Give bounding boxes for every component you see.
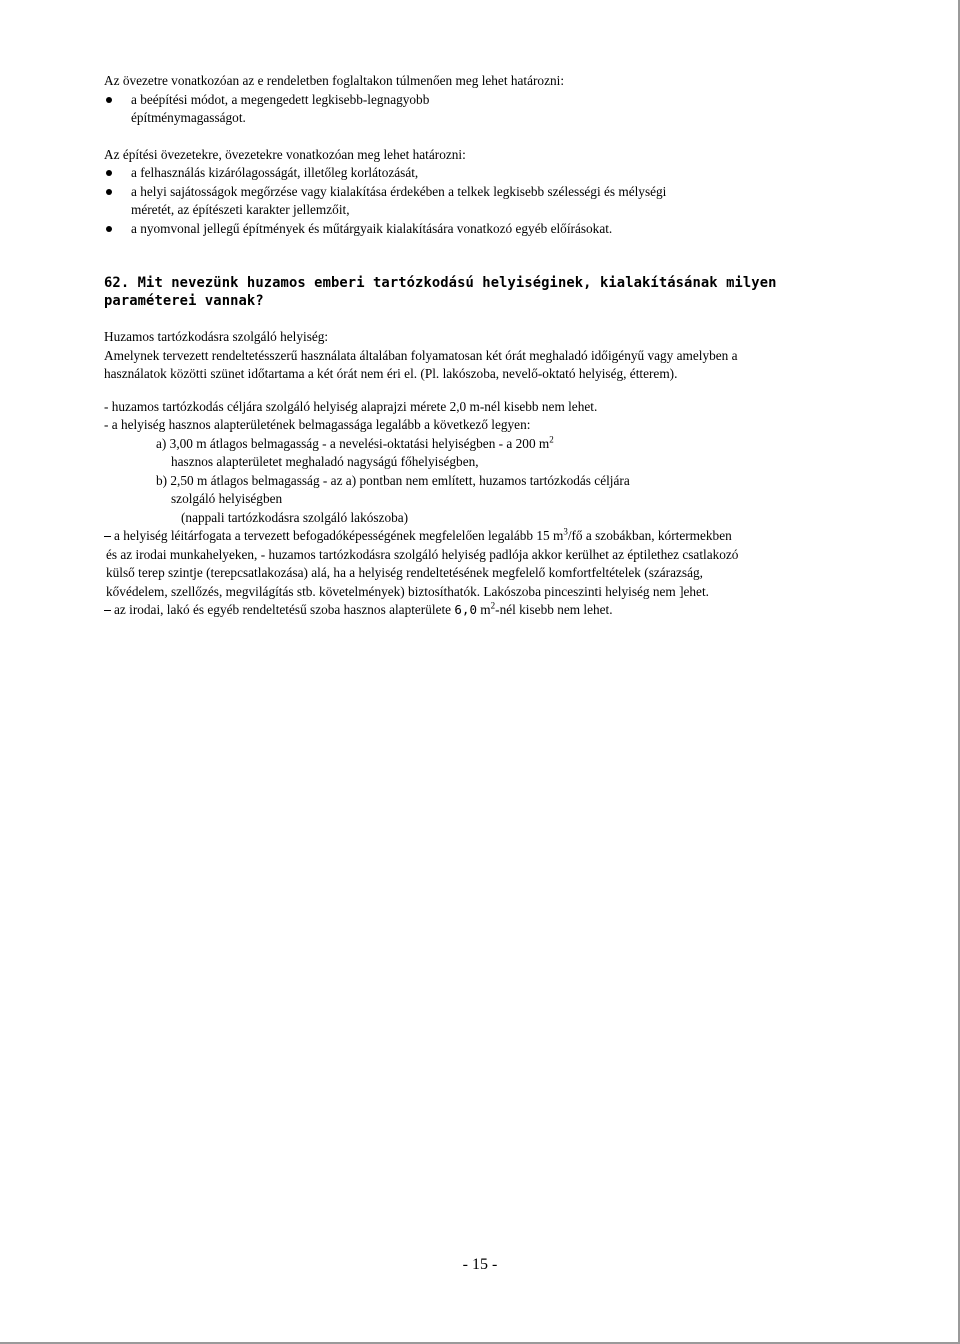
page-number: - 15 - bbox=[462, 1256, 498, 1273]
air-text-a: a helyiség léitárfogata a tervezett befogadóképességének megfelelően legalább 15 m bbox=[114, 528, 564, 543]
office-text-a: az irodai, lakó és egyéb rendeltetésű szoba hasznos alapterülete bbox=[114, 602, 455, 617]
spacer bbox=[104, 384, 864, 398]
air-paragraph-line-1 bbox=[104, 527, 864, 546]
list-item-text: a beépítési módot, a megengedett legkisebb-legnagyobb bbox=[131, 91, 430, 107]
list-item bbox=[104, 91, 864, 128]
spacer bbox=[104, 310, 864, 328]
question-heading bbox=[104, 274, 864, 310]
air-paragraph-line-3: külső terep szintje (terepcsatlakozása) alá, ha a helyiség rendeltetésének megfelelő komfortfeltételek (szárazság, bbox=[106, 565, 703, 580]
section1-bullet-list bbox=[104, 91, 864, 128]
list-item-text: a nyomvonal jellegű építmények és műtárgyaik kialakítására vonatkozó egyéb előírásokat. bbox=[131, 220, 613, 236]
spacer bbox=[104, 128, 864, 146]
rule-item-a bbox=[104, 435, 864, 454]
rule-item-b-text: 2,50 m átlagos belmagasság - az a) pontban nem említett, huzamos tartózkodás céljára bbox=[170, 472, 630, 488]
office-text-c: -nél kisebb nem lehet. bbox=[495, 602, 613, 617]
list-item bbox=[104, 164, 864, 183]
air-text-b: /fő a szobákban, kórtermekben bbox=[567, 528, 732, 543]
office-paragraph bbox=[104, 601, 864, 620]
page-content bbox=[104, 72, 864, 620]
dash-mark bbox=[104, 610, 111, 611]
rule-line-1: - huzamos tartózkodás céljára szolgáló helyiség alaprajzi mérete 2,0 m-nél kisebb nem lehet. bbox=[104, 398, 598, 414]
rule-item-b-cont-2: (nappali tartózkodásra szolgáló lakószoba) bbox=[181, 509, 409, 525]
rule-item-a-cont: hasznos alapterületet meghaladó nagyságú főhelyiségben, bbox=[171, 454, 479, 469]
section1-intro: Az övezetre vonatkozóan az e rendeletben foglaltakon túlmenően meg lehet határozni: bbox=[104, 73, 565, 88]
spacer bbox=[104, 238, 864, 274]
rule-item-b bbox=[104, 472, 864, 491]
list-item bbox=[104, 220, 864, 239]
definition-line-2: használatok közötti szünet időtartama a két órát nem éri el. (Pl. lakószoba, nevelő-oktató helyiség, étterem). bbox=[104, 366, 678, 381]
list-item bbox=[104, 183, 864, 220]
office-text-b: m bbox=[476, 602, 491, 617]
superscript: 2 bbox=[490, 600, 496, 611]
list-item-text-cont: méretét, az építészeti karakter jellemzőit, bbox=[131, 202, 350, 217]
definition-line-1: Amelynek tervezett rendeltetésszerű használata általában folyamatosan két órát meghaladó időigényű vagy amelyben a bbox=[104, 347, 738, 363]
air-paragraph-line-2: és az irodai munkahelyeken, - huzamos tartózkodásra szolgáló helyiség padlója akkor kerülhet az éptilethez csatlakozó bbox=[106, 546, 739, 562]
rule-item-a-label: a) bbox=[156, 435, 167, 451]
question-line-1: 62. Mit nevezünk huzamos emberi tartózkodású helyiséginek, kialakításának milyen bbox=[104, 275, 777, 291]
rule-item-b-label: b) bbox=[156, 472, 168, 488]
list-item-text: a felhasználás kizárólagosságát, illetőleg korlátozását, bbox=[131, 165, 419, 180]
rule-item-a-text: 3,00 m átlagos belmagasság - a nevelési-oktatási helyiségben - a 200 m bbox=[169, 435, 550, 451]
superscript: 2 bbox=[549, 434, 554, 445]
dash-mark bbox=[104, 536, 111, 537]
definition-title: Huzamos tartózkodásra szolgáló helyiség: bbox=[104, 329, 329, 344]
superscript: 3 bbox=[563, 526, 568, 537]
rule-line-2: - a helyiség hasznos alapterületének belmagassága legalább a következő legyen: bbox=[104, 417, 531, 432]
list-item-text-cont: építménymagasságot. bbox=[131, 110, 246, 125]
section2-intro: Az építési övezetekre, övezetekre vonatkozóan meg lehet határozni: bbox=[104, 146, 466, 162]
rule-item-b-cont-1: szolgáló helyiségben bbox=[171, 491, 283, 506]
office-area-value: 6,0 bbox=[454, 602, 477, 617]
section2-bullet-list bbox=[104, 164, 864, 238]
list-item-text: a helyi sajátosságok megőrzése vagy kialakítása érdekében a telkek legkisebb szélességi és mélységi bbox=[131, 183, 667, 199]
air-paragraph-line-4: kővédelem, szellőzés, megvilágítás stb. követelmények) biztosíthatók. Lakószoba pinceszinti helyiség nem ]ehet. bbox=[106, 583, 709, 599]
question-line-2: paraméterei vannak? bbox=[104, 293, 264, 309]
